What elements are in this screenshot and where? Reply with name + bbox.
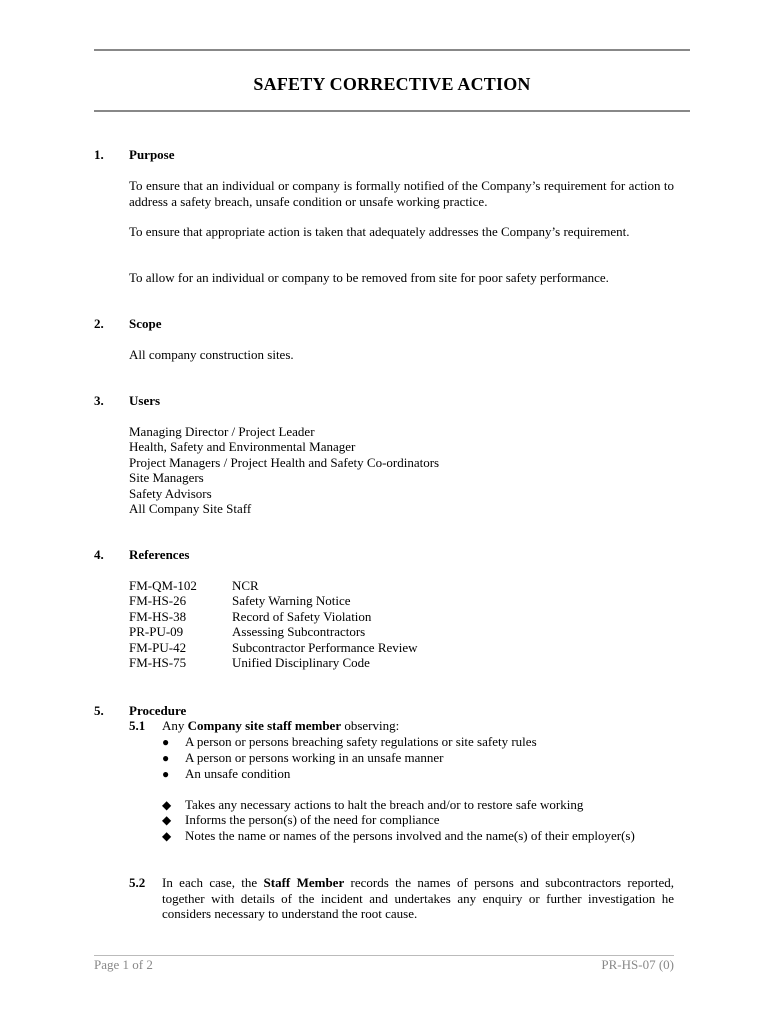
observation-item: A person or persons working in an unsafe manner: [185, 750, 444, 765]
section-heading-purpose: Purpose: [129, 147, 175, 162]
users-list-item: Site Managers: [129, 470, 204, 485]
page-number: Page 1 of 2: [94, 957, 153, 972]
subsection-number-5-1: 5.1: [129, 718, 146, 733]
purpose-paragraph: To ensure that appropriate action is taken that adequately addresses the Company’s requirement.: [129, 224, 630, 239]
paragraph-bold-text: Staff Member: [263, 875, 345, 890]
action-item: Takes any necessary actions to halt the breach and/or to restore safe working: [185, 797, 584, 812]
reference-code: FM-HS-38: [129, 609, 187, 624]
intro-text: observing:: [341, 718, 400, 733]
subsection-5-1-intro: [162, 718, 399, 734]
intro-text: Any: [162, 718, 188, 733]
reference-title: Safety Warning Notice: [232, 593, 351, 608]
action-item: Informs the person(s) of the need for compliance: [185, 812, 440, 827]
purpose-paragraph: To allow for an individual or company to be removed from site for poor safety performance.: [129, 270, 609, 285]
section-heading-references: References: [129, 547, 190, 562]
users-list-item: Managing Director / Project Leader: [129, 424, 315, 439]
section-number-purpose: 1.: [94, 147, 104, 162]
reference-code: FM-PU-42: [129, 640, 187, 655]
paragraph-text: records the names of persons and subcontractors reported, together with details of the incident and undertakes any enquiry or further investigation he considers necessary to understand the root cause.: [162, 875, 674, 921]
reference-code: PR-PU-09: [129, 624, 184, 639]
round-bullet-icon: ●: [162, 767, 170, 781]
diamond-bullet-icon: ◆: [162, 813, 172, 827]
observation-item: A person or persons breaching safety regulations or site safety rules: [185, 734, 537, 749]
section-number-scope: 2.: [94, 316, 104, 331]
users-list-item: Project Managers / Project Health and Safety Co-ordinators: [129, 455, 440, 470]
diamond-bullet-icon: ◆: [162, 798, 172, 812]
subsection-5-2-paragraph: [162, 875, 674, 922]
round-bullet-icon: ●: [162, 735, 170, 749]
scope-text: All company construction sites.: [129, 347, 294, 362]
reference-title: Unified Disciplinary Code: [232, 655, 370, 670]
users-list-item: Health, Safety and Environmental Manager: [129, 439, 356, 454]
section-heading-procedure: Procedure: [129, 703, 187, 718]
diamond-bullet-icon: ◆: [162, 829, 172, 843]
reference-title: Record of Safety Violation: [232, 609, 372, 624]
reference-title: NCR: [232, 578, 259, 593]
section-heading-scope: Scope: [129, 316, 162, 331]
reference-title: Subcontractor Performance Review: [232, 640, 418, 655]
reference-title: Assessing Subcontractors: [232, 624, 366, 639]
header-top-rule: [94, 49, 690, 51]
section-heading-users: Users: [129, 393, 161, 408]
section-number-users: 3.: [94, 393, 104, 408]
action-item: Notes the name or names of the persons involved and the name(s) of their employer(s): [185, 828, 635, 843]
document-title: SAFETY CORRECTIVE ACTION: [253, 74, 531, 94]
subsection-number-5-2: 5.2: [129, 875, 146, 890]
observation-item: An unsafe condition: [185, 766, 291, 781]
reference-code: FM-QM-102: [129, 578, 197, 593]
document-reference: PR-HS-07 (0): [601, 957, 674, 972]
reference-code: FM-HS-26: [129, 593, 187, 608]
section-number-procedure: 5.: [94, 703, 104, 718]
footer-rule: [94, 955, 674, 956]
reference-code: FM-HS-75: [129, 655, 187, 670]
section-number-references: 4.: [94, 547, 104, 562]
round-bullet-icon: ●: [162, 751, 170, 765]
users-list-item: All Company Site Staff: [129, 501, 252, 516]
intro-bold-text: Company site staff member: [187, 718, 342, 733]
paragraph-text: In each case, the: [162, 875, 264, 890]
purpose-paragraph: To ensure that an individual or company is formally notified of the Company’s requirement for action to address a safety breach, unsafe condition or unsafe working practice.: [129, 178, 674, 209]
users-list-item: Safety Advisors: [129, 486, 212, 501]
header-bottom-rule: [94, 110, 690, 112]
